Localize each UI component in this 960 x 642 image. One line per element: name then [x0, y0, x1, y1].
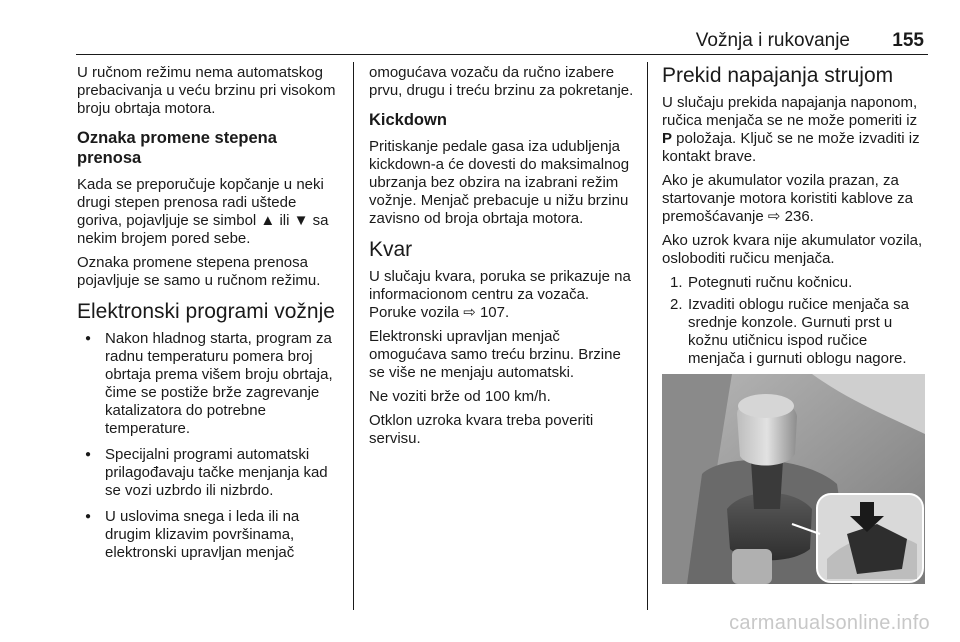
- manual-mode-text: U ručnom režimu nema automatskog prebacivanja u veću brzinu pri visokom broju obrtaja motora.: [77, 64, 336, 117]
- text-span: Ako je akumulator vozila prazan, za startovanje motora koristiti kablove za premošćavanje: [662, 172, 913, 225]
- header-rule: [76, 54, 928, 55]
- gear-lever-drawing: [662, 374, 925, 584]
- text-span: položaja. Ključ se ne može izvaditi iz kontakt brave.: [662, 130, 920, 165]
- page-header: [76, 30, 928, 52]
- inset-detail: [817, 494, 923, 582]
- page-number: 155: [892, 30, 924, 51]
- page-reference-link[interactable]: 236: [784, 208, 810, 225]
- page-reference-icon: ⇨: [463, 304, 476, 321]
- battery-text: [662, 172, 927, 226]
- text-span: Kada se preporučuje kopčanje u neki drugi stepen prenosa radi uštede goriva, pojavljuje se simbol: [77, 176, 324, 229]
- heading-power-failure: Prekid napajanja strujom: [662, 64, 894, 87]
- heading-fault: Kvar: [369, 238, 413, 261]
- arrow-up-icon: ▲: [260, 212, 276, 229]
- speed-limit-text: Ne voziti brže od 100 km/h.: [369, 388, 551, 405]
- fault-text: [369, 268, 634, 322]
- watermark: carmanualsonline.info: [729, 612, 930, 634]
- list-item: ● Specijalni programi automatski prilagođavaju tačke menjanja kad se vozi uzbrdo ili nizbrdo.: [77, 446, 342, 500]
- heading-electronic-programs: Elektronski programi vožnje: [77, 300, 335, 323]
- list-item: ● Nakon hladnog starta, program za radnu temperaturu pomera broj obrtaja prema višem broju obrtaja, čime se postiže brže zagrevanje katalizatora do potrebne temperature.: [77, 330, 342, 438]
- column-2: [369, 64, 634, 454]
- text-span: ili: [275, 212, 294, 229]
- page-reference-link[interactable]: 107: [479, 304, 505, 321]
- step-number: 1.: [670, 274, 683, 291]
- text-span: .: [505, 304, 510, 321]
- step-text: Izvaditi oblogu ručice menjača sa srednje konzole. Gurnuti prst u kožnu utičnicu ispod ručice menjača i gurnuti oblogu nagore.: [688, 296, 909, 367]
- list-item: [662, 274, 927, 292]
- column-1: [77, 64, 342, 570]
- gear-indicator-manual-text: Oznaka promene stepena prenosa pojavljuje se samo u ručnom režimu.: [77, 254, 321, 289]
- fault-third-gear-text: Elektronski upravljan menjač omogućava samo treću brzinu. Brzine se više ne menjaju automatski.: [369, 328, 621, 381]
- gear-lever-illustration: [662, 374, 925, 584]
- text-span: sa nekim brojem pored sebe.: [77, 212, 329, 247]
- step-number: 2.: [670, 296, 683, 313]
- steps-list: [662, 274, 927, 368]
- power-failure-text: [662, 94, 927, 166]
- section-title: Vožnja i rukovanje: [695, 30, 850, 51]
- park-position-label: P: [662, 130, 673, 147]
- service-text: Otklon uzroka kvara treba poveriti servisu.: [369, 412, 594, 447]
- step-text: Potegnuti ručnu kočnicu.: [688, 274, 853, 291]
- gear-indicator-text: [77, 176, 342, 248]
- heading-gear-indicator: Oznaka promene stepena prenosa: [77, 129, 277, 167]
- continued-text: omogućava vozaču da ručno izabere prvu, drugu i treću brzinu za pokretanje.: [369, 64, 634, 99]
- kickdown-text: Pritiskanje pedale gasa iza udubljenja kickdown-a će dovesti do maksimalnog ubrzanja bez obzira na izabrani režim vožnje. Menjač prebacuje u nižu brzinu zavisno od broja obrtaja motora.: [369, 138, 630, 227]
- heading-kickdown: Kickdown: [369, 111, 447, 129]
- list-item: ● U uslovima snega i leda ili na drugim klizavim površinama, elektronski upravljan menjač: [77, 508, 342, 562]
- text-span: U slučaju kvara, poruka se prikazuje na informacionom centru za vozača. Poruke vozila: [369, 268, 631, 321]
- page-reference-icon: ⇨: [767, 208, 781, 225]
- column-divider-2: [647, 62, 648, 610]
- programs-list: [77, 330, 342, 562]
- text-span: U slučaju prekida napajanja naponom, ručica menjača se ne može pomeriti iz: [662, 94, 918, 129]
- column-divider-1: [353, 62, 354, 610]
- arrow-down-icon: ▼: [293, 212, 309, 229]
- release-lever-text: Ako uzrok kvara nije akumulator vozila, osloboditi ručicu menjača.: [662, 232, 923, 267]
- text-span: .: [809, 208, 814, 225]
- column-3: [662, 64, 927, 372]
- list-item: [662, 296, 927, 368]
